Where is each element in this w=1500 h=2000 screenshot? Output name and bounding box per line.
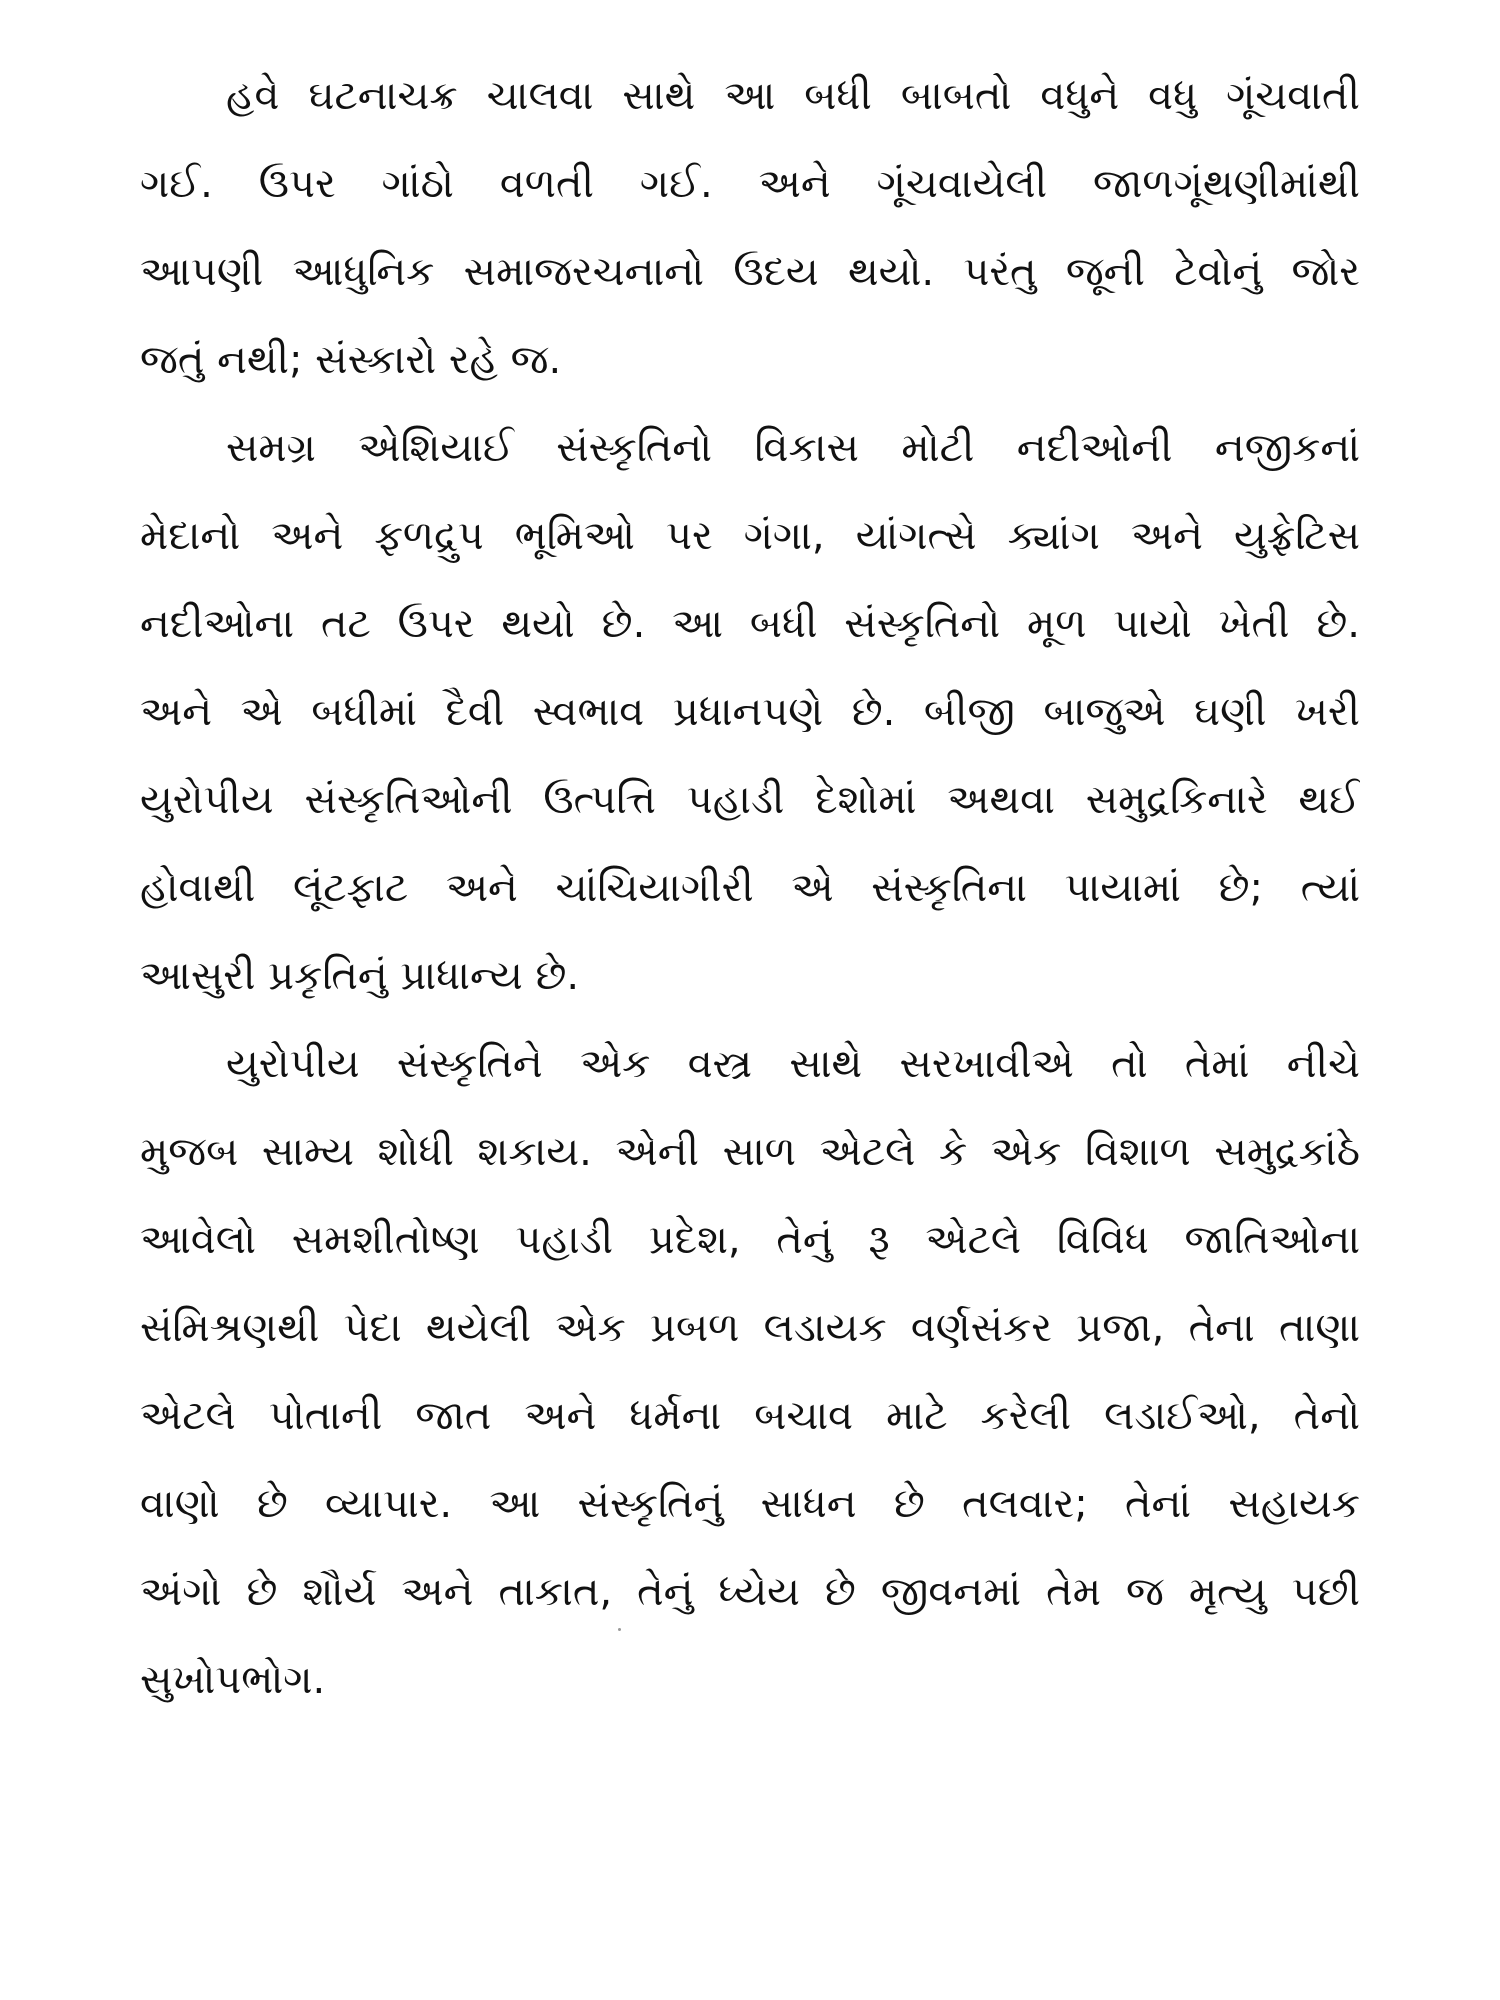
paragraph-3-line-8: સુખોપભોગ.	[140, 1657, 326, 1703]
paragraph-3-line-4: સંમિશ્રણથી પેદા થયેલી એક પ્રબળ લડાયક વર્ણસંકર પ્રજા, તેના તાણા	[140, 1305, 1360, 1351]
paragraph-2-line-7: આસુરી પ્રકૃતિનું પ્રાધાન્ય છે.	[140, 953, 580, 999]
paragraph-3-line-7: અંગો છે શૌર્ય અને તાકાત, તેનું ધ્યેય છે જીવનમાં તેમ જ મૃત્યુ પછી	[140, 1569, 1360, 1615]
paragraph-2-line-6: હોવાથી લૂંટફાટ અને ચાંચિયાગીરી એ સંસ્કૃતિના પાયામાં છે; ત્યાં	[140, 865, 1360, 911]
paragraph-1-line-1: હવે ઘટનાચક્ર ચાલવા સાથે આ બધી બાબતો વધુને વધુ ગૂંચવાતી	[226, 73, 1360, 119]
paragraph-2-line-2: મેદાનો અને ફળદ્રુપ ભૂમિઓ પર ગંગા, યાંગત્સે ક્યાંગ અને યુફ્રેટિસ	[140, 513, 1360, 559]
paragraph-2-line-5: યુરોપીય સંસ્કૃતિઓની ઉત્પત્તિ પહાડી દેશોમાં અથવા સમુદ્રકિનારે થઈ	[140, 777, 1360, 823]
paragraph-1-line-3: આપણી આધુનિક સમાજરચનાનો ઉદય થયો. પરંતુ જૂની ટેવોનું જોર	[140, 249, 1360, 295]
paragraph-3-line-1: યુરોપીય સંસ્કૃતિને એક વસ્ત્ર સાથે સરખાવીએ તો તેમાં નીચે	[226, 1041, 1360, 1087]
paragraph-2-line-4: અને એ બધીમાં દૈવી સ્વભાવ પ્રધાનપણે છે. બીજી બાજુએ ઘણી ખરી	[140, 689, 1360, 735]
paragraph-3-line-6: વાણો છે વ્યાપાર. આ સંસ્કૃતિનું સાધન છે તલવાર; તેનાં સહાયક	[140, 1481, 1360, 1527]
paragraph-2-line-3: નદીઓના તટ ઉપર થયો છે. આ બધી સંસ્કૃતિનો મૂળ પાયો ખેતી છે.	[140, 601, 1360, 647]
body-text	[140, 52, 1360, 1724]
paragraph-3-line-2: મુજબ સામ્ય શોધી શકાય. એની સાળ એટલે કે એક વિશાળ સમુદ્રકાંઠે	[140, 1129, 1360, 1175]
scan-speck	[618, 1628, 621, 1631]
paragraph-3-line-3: આવેલો સમશીતોષ્ણ પહાડી પ્રદેશ, તેનું રૂ એટલે વિવિધ જાતિઓના	[140, 1217, 1360, 1263]
paragraph-1-line-4: જતું નથી; સંસ્કારો રહે જ.	[140, 337, 562, 383]
paragraph-3-line-5: એટલે પોતાની જાત અને ધર્મના બચાવ માટે કરેલી લડાઈઓ, તેનો	[140, 1393, 1360, 1439]
paragraph-1-line-2: ગઈ. ઉપર ગાંઠો વળતી ગઈ. અને ગૂંચવાયેલી જાળગૂંથણીમાંથી	[140, 161, 1360, 207]
paragraph-2-line-1: સમગ્ર એશિયાઈ સંસ્કૃતિનો વિકાસ મોટી નદીઓની નજીકનાં	[226, 425, 1360, 471]
